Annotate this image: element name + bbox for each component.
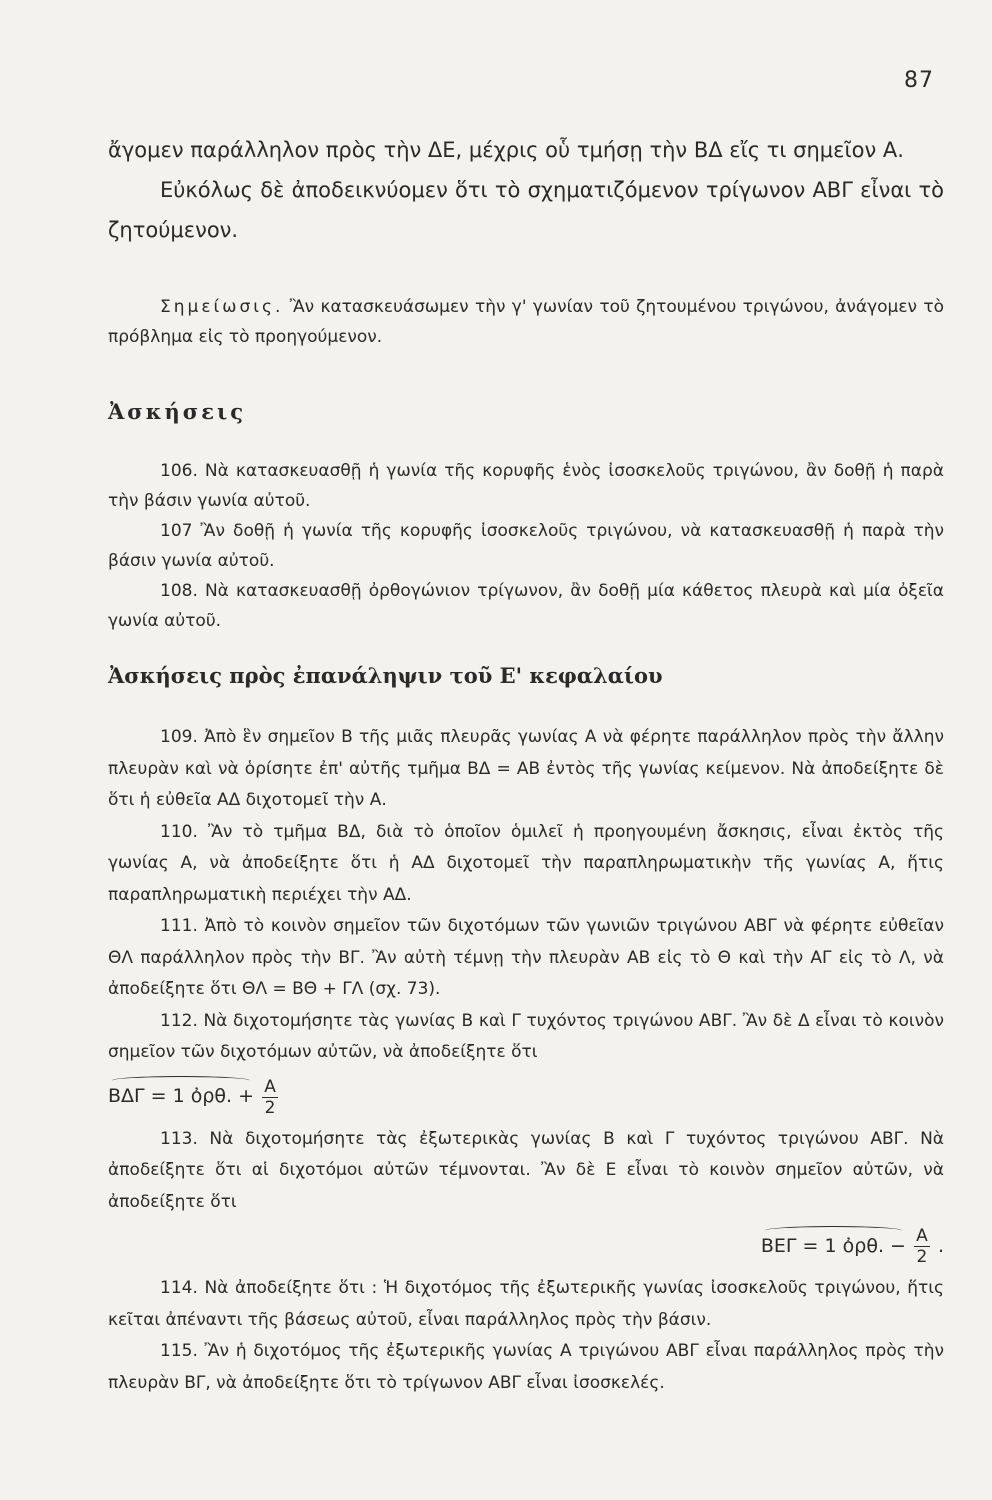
formula-113-lhs: ΒΕΓ = 1 ὀρθ. −	[761, 1231, 906, 1263]
note-label: Σημείωσις.	[160, 297, 284, 317]
intro-paragraph-2: Εὐκόλως δὲ ἀποδεικνύομεν ὅτι τὸ σχηματιζόμενον τρίγωνον ΑΒΓ εἶναι τὸ ζητούμενον.	[108, 178, 944, 242]
intro-paragraph-1: ἄγομεν παράλληλον πρὸς τὴν ΔΕ, μέχρις οὗ τμήσῃ τὴν ΒΔ εἴς τι σημεῖον Α.	[108, 138, 904, 162]
exercise-112: 112. Νὰ διχοτομήσητε τὰς γωνίας Β καὶ Γ τυχόντος τριγώνου ΑΒΓ. Ἂν δὲ Δ εἶναι τὸ κοινὸν σημεῖον τῶν διχοτόμων αὐτῶν, νὰ ἀποδείξητε ὅτι	[108, 1010, 944, 1062]
exercise-115: 115. Ἂν ἡ διχοτόμος τῆς ἐξωτερικῆς γωνίας Α τριγώνου ΑΒΓ εἶναι παράλληλος πρὸς τὴν πλευρὰν ΒΓ, νὰ ἀποδείξητε ὅτι τὸ τρίγωνον ΑΒΓ εἶναι ἰσοσκελές.	[108, 1341, 944, 1393]
exercise-110: 110. Ἂν τὸ τμῆμα ΒΔ, διὰ τὸ ὁποῖον ὁμιλεῖ ἡ προηγουμένη ἄσκησις, εἶναι ἐκτὸς τῆς γωνίας Α, νὰ ἀποδείξητε ὅτι ἡ ΑΔ διχοτομεῖ τὴν παραπληρωματικὴν τῆς γωνίας Α, ἥτις παραπληρωματικὴ περιέχει τὴν ΑΔ.	[108, 821, 944, 905]
note-block	[108, 292, 944, 352]
formula-112-denominator: 2	[264, 1097, 276, 1118]
exercise-113: 113. Νὰ διχοτομήσητε τὰς ἐξωτερικὰς γωνίας Β καὶ Γ τυχόντος τριγώνου ΑΒΓ. Νὰ ἀποδείξητε ὅτι αἱ διχοτόμοι αὐτῶν τέμνονται. Ἂν δὲ Ε εἶναι τὸ κοινὸν σημεῖον αὐτῶν, νὰ ἀποδείξητε ὅτι	[108, 1128, 944, 1212]
formula-113	[108, 1226, 944, 1267]
exercise-106: 106. Νὰ κατασκευασθῇ ἡ γωνία τῆς κορυφῆς ἑνὸς ἰσοσκελοῦς τριγώνου, ἂν δοθῇ ἡ παρὰ τὴν βάσιν γωνία αὐτοῦ.	[108, 461, 944, 511]
exercise-114: 114. Νὰ ἀποδείξητε ὅτι : Ἡ διχοτόμος τῆς ἐξωτερικῆς γωνίας ἰσοσκελοῦς τριγώνου, ἥτις κεῖται ἀπέναντι τῆς βάσεως αὐτοῦ, εἶναι παράλληλος πρὸς τὴν βάσιν.	[108, 1278, 944, 1330]
formula-113-numerator: Α	[916, 1226, 928, 1246]
review-heading-block	[108, 656, 944, 696]
review-list	[108, 722, 944, 1399]
exercise-109: 109. Ἀπὸ ἓν σημεῖον Β τῆς μιᾶς πλευρᾶς γωνίας Α νὰ φέρητε παράλληλον πρὸς τὴν ἄλλην πλευρὰν καὶ νὰ ὁρίσητε ἐπ' αὐτῆς τμῆμα ΒΔ = ΑΒ ἐντὸς τῆς γωνίας κείμενον. Νὰ ἀποδείξητε δὲ ὅτι ἡ εὐθεῖα ΑΔ διχοτομεῖ τὴν Α.	[108, 727, 944, 810]
exercises-list	[108, 456, 944, 636]
exercise-111: 111. Ἀπὸ τὸ κοινὸν σημεῖον τῶν διχοτόμων τῶν γωνιῶν τριγώνου ΑΒΓ νὰ φέρητε εὐθεῖαν ΘΛ παράλληλον πρὸς τὴν ΒΓ. Ἂν αὐτὴ τέμνῃ τὴν πλευρὰν ΑΒ εἰς τὸ Θ καὶ τὴν ΑΓ εἰς τὸ Λ, νὰ ἀποδείξητε ὅτι ΘΛ = ΒΘ + ΓΛ (σχ. 73).	[108, 916, 944, 999]
formula-112-fraction	[262, 1077, 278, 1118]
formula-112	[108, 1077, 944, 1118]
formula-113-denominator: 2	[916, 1247, 928, 1267]
intro-block	[108, 130, 944, 250]
note-paragraph	[108, 292, 944, 352]
formula-113-end: .	[937, 1234, 944, 1257]
exercise-108: 108. Νὰ κατασκευασθῇ ὀρθογώνιον τρίγωνον, ἂν δοθῇ μία κάθετος πλευρὰ καὶ μία ὀξεῖα γωνία αὐτοῦ.	[108, 581, 944, 631]
note-text: Ἂν κατασκευάσωμεν τὴν γ' γωνίαν τοῦ ζητουμένου τριγώνου, ἀνάγομεν τὸ πρόβλημα εἰς τὸ προηγούμενον.	[108, 297, 944, 347]
page-number: 87	[904, 68, 934, 93]
formula-112-numerator: Α	[264, 1076, 276, 1097]
review-heading: Ἀσκήσεις πρὸς ἐπανάληψιν τοῦ Ε' κεφαλαίου	[108, 663, 663, 688]
exercise-107: 107 Ἂν δοθῇ ἡ γωνία τῆς κορυφῆς ἰσοσκελοῦς τριγώνου, νὰ κατασκευασθῇ ἡ παρὰ τὴν βάσιν γωνία αὐτοῦ.	[108, 521, 944, 571]
exercises-heading-block	[108, 392, 944, 432]
formula-112-lhs: ΒΔΓ = 1 ὀρθ. +	[108, 1081, 254, 1113]
formula-113-fraction	[914, 1226, 930, 1267]
exercises-heading: Ἀσκήσεις	[108, 399, 246, 424]
